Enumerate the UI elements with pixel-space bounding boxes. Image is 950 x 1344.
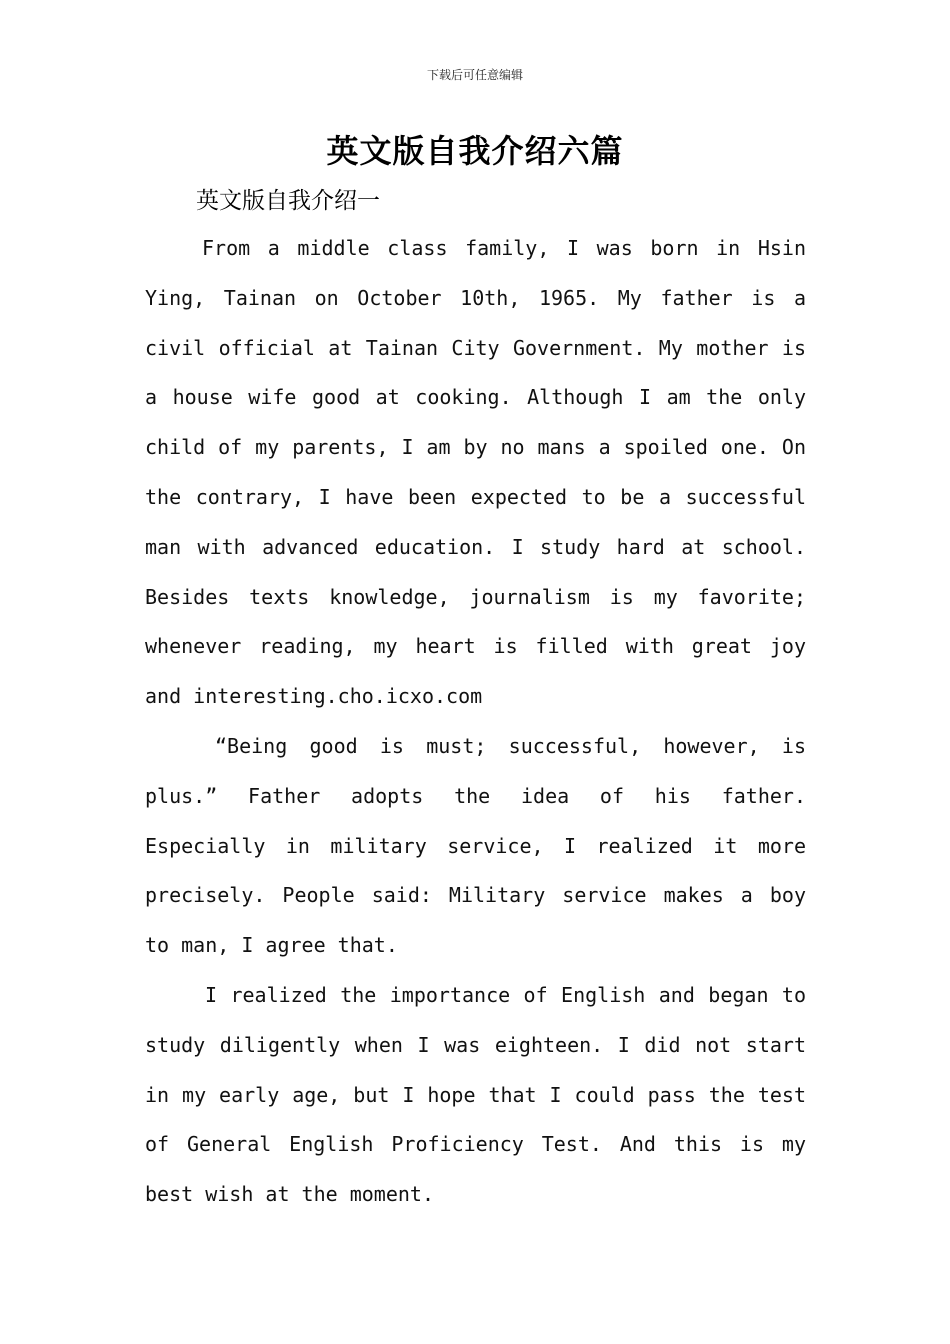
section-heading: 英文版自我介绍一 [196,188,380,214]
header-note: 下载后可任意编辑 [426,68,523,82]
paragraph-3: I realized the importance of English and began to study diligently when I was eighteen. I did not start in my early age, but I hope that I could pass the test of General English Proficiency Test. And this is my best wish at the moment. [145,982,806,1207]
page-title: 英文版自我介绍六篇 [326,132,624,170]
paragraph-2: “Being good is must; successful, however, is plus.” Father adopts the idea of his father. Especially in military service, I realized it more precisely. People said: Military service makes a boy to man, I agree that. [145,733,806,958]
document-body [145,224,806,1220]
paragraph-1: From a middle class family, I was born in Hsin Ying, Tainan on October 10th, 1965. My father is a civil official at Tainan City Government. My mother is a house wife good at cooking. Although I am the only child of my parents, I am by no mans a spoiled one. On the contrary, I have been expected to be a successful man with advanced education. I study hard at school. Besides texts knowledge, journalism is my favorite; whenever reading, my heart is filled with great joy and interesting.cho.icxo.com [145,236,806,709]
